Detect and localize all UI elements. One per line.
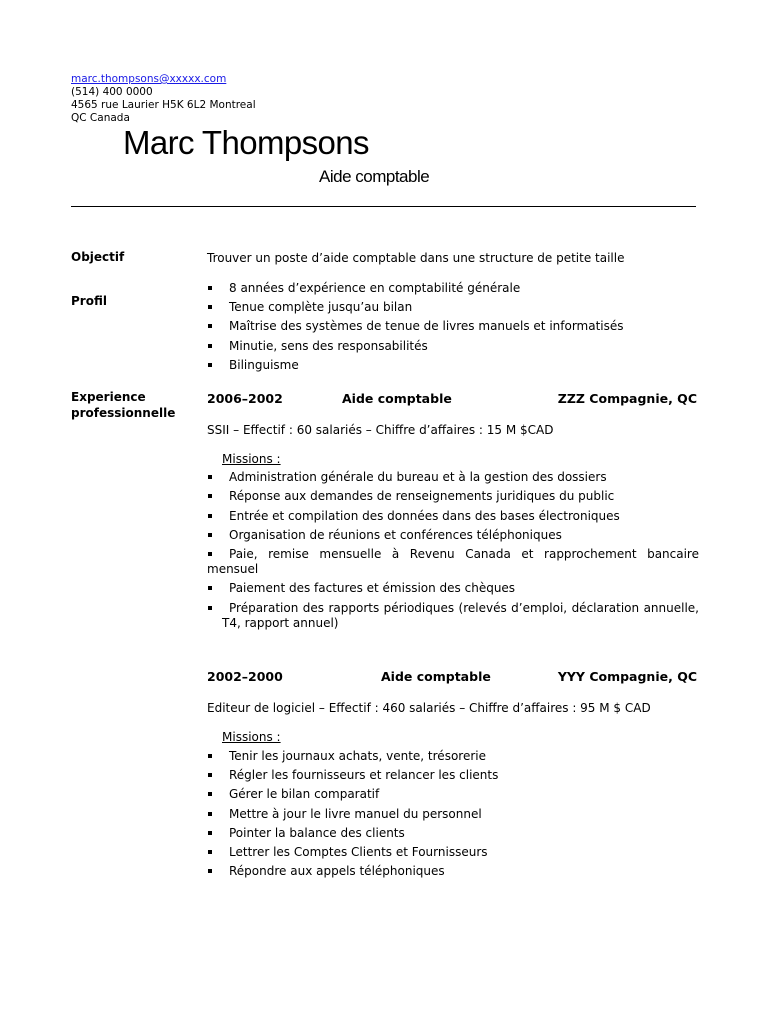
list-item: Minutie, sens des responsabilités xyxy=(207,338,624,357)
job-years: 2006–2002 xyxy=(207,391,283,406)
job-company: YYY Compagnie, QC xyxy=(557,669,697,684)
list-item: Entrée et compilation des données dans des bases électroniques xyxy=(207,509,699,524)
job-company: ZZZ Compagnie, QC xyxy=(557,391,697,406)
list-item: Régler les fournisseurs et relancer les clients xyxy=(207,767,498,786)
list-item: Tenue complète jusqu’au bilan xyxy=(207,299,624,318)
job-description: Editeur de logiciel – Effectif : 460 salariés – Chiffre d’affaires : 95 M $ CAD xyxy=(207,701,651,715)
street-address: 4565 rue Laurier H5K 6L2 Montreal xyxy=(71,99,256,111)
missions-label: Missions : xyxy=(222,730,281,744)
missions-label: Missions : xyxy=(222,452,281,466)
list-item: Gérer le bilan comparatif xyxy=(207,786,498,805)
experience-label xyxy=(71,389,175,421)
job-role: Aide comptable xyxy=(342,391,452,406)
contact-block xyxy=(71,73,256,125)
list-item: Paiement des factures et émission des chèques xyxy=(207,581,699,596)
list-item: Administration générale du bureau et à la gestion des dossiers xyxy=(207,470,699,485)
list-item: Lettrer les Comptes Clients et Fournisseurs xyxy=(207,844,498,863)
list-item xyxy=(207,601,699,631)
objectif-label: Objectif xyxy=(71,250,125,264)
email-link[interactable]: marc.thompsons@xxxxx.com xyxy=(71,73,227,85)
candidate-name: Marc Thompsons xyxy=(123,124,369,161)
list-item: Bilinguisme xyxy=(207,357,624,376)
job-years: 2002–2000 xyxy=(207,669,283,684)
list-item: Tenir les journaux achats, vente, trésorerie xyxy=(207,748,498,767)
missions-list xyxy=(207,748,498,882)
list-item: Répondre aux appels téléphoniques xyxy=(207,863,498,882)
phone-number: (514) 400 0000 xyxy=(71,86,153,98)
list-item: Paie, remise mensuelle à Revenu Canada et rapprochement bancaire mensuel xyxy=(207,547,699,577)
experience-label-line1: Experience xyxy=(71,390,146,404)
header-divider xyxy=(71,206,696,207)
candidate-title: Aide comptable xyxy=(319,167,430,186)
list-item: Réponse aux demandes de renseignements juridiques du public xyxy=(207,489,699,504)
list-item: 8 années d’expérience en comptabilité générale xyxy=(207,280,624,299)
list-item: Organisation de réunions et conférences téléphoniques xyxy=(207,528,699,543)
list-item: Maîtrise des systèmes de tenue de livres manuels et informatisés xyxy=(207,318,624,337)
list-item: Pointer la balance des clients xyxy=(207,825,498,844)
objectif-text: Trouver un poste d’aide comptable dans une structure de petite taille xyxy=(207,251,625,265)
profil-label: Profil xyxy=(71,294,107,308)
job-description: SSII – Effectif : 60 salariés – Chiffre d’affaires : 15 M $CAD xyxy=(207,423,554,437)
experience-label-line2: professionnelle xyxy=(71,406,176,420)
mission-text: Préparation des rapports périodiques (relevés d’emploi, déclaration annuelle, T4, rapport annuel) xyxy=(222,600,699,630)
region: QC Canada xyxy=(71,112,130,124)
list-item: Mettre à jour le livre manuel du personnel xyxy=(207,806,498,825)
job-role: Aide comptable xyxy=(381,669,491,684)
profil-list xyxy=(207,280,624,376)
missions-list xyxy=(207,470,699,635)
